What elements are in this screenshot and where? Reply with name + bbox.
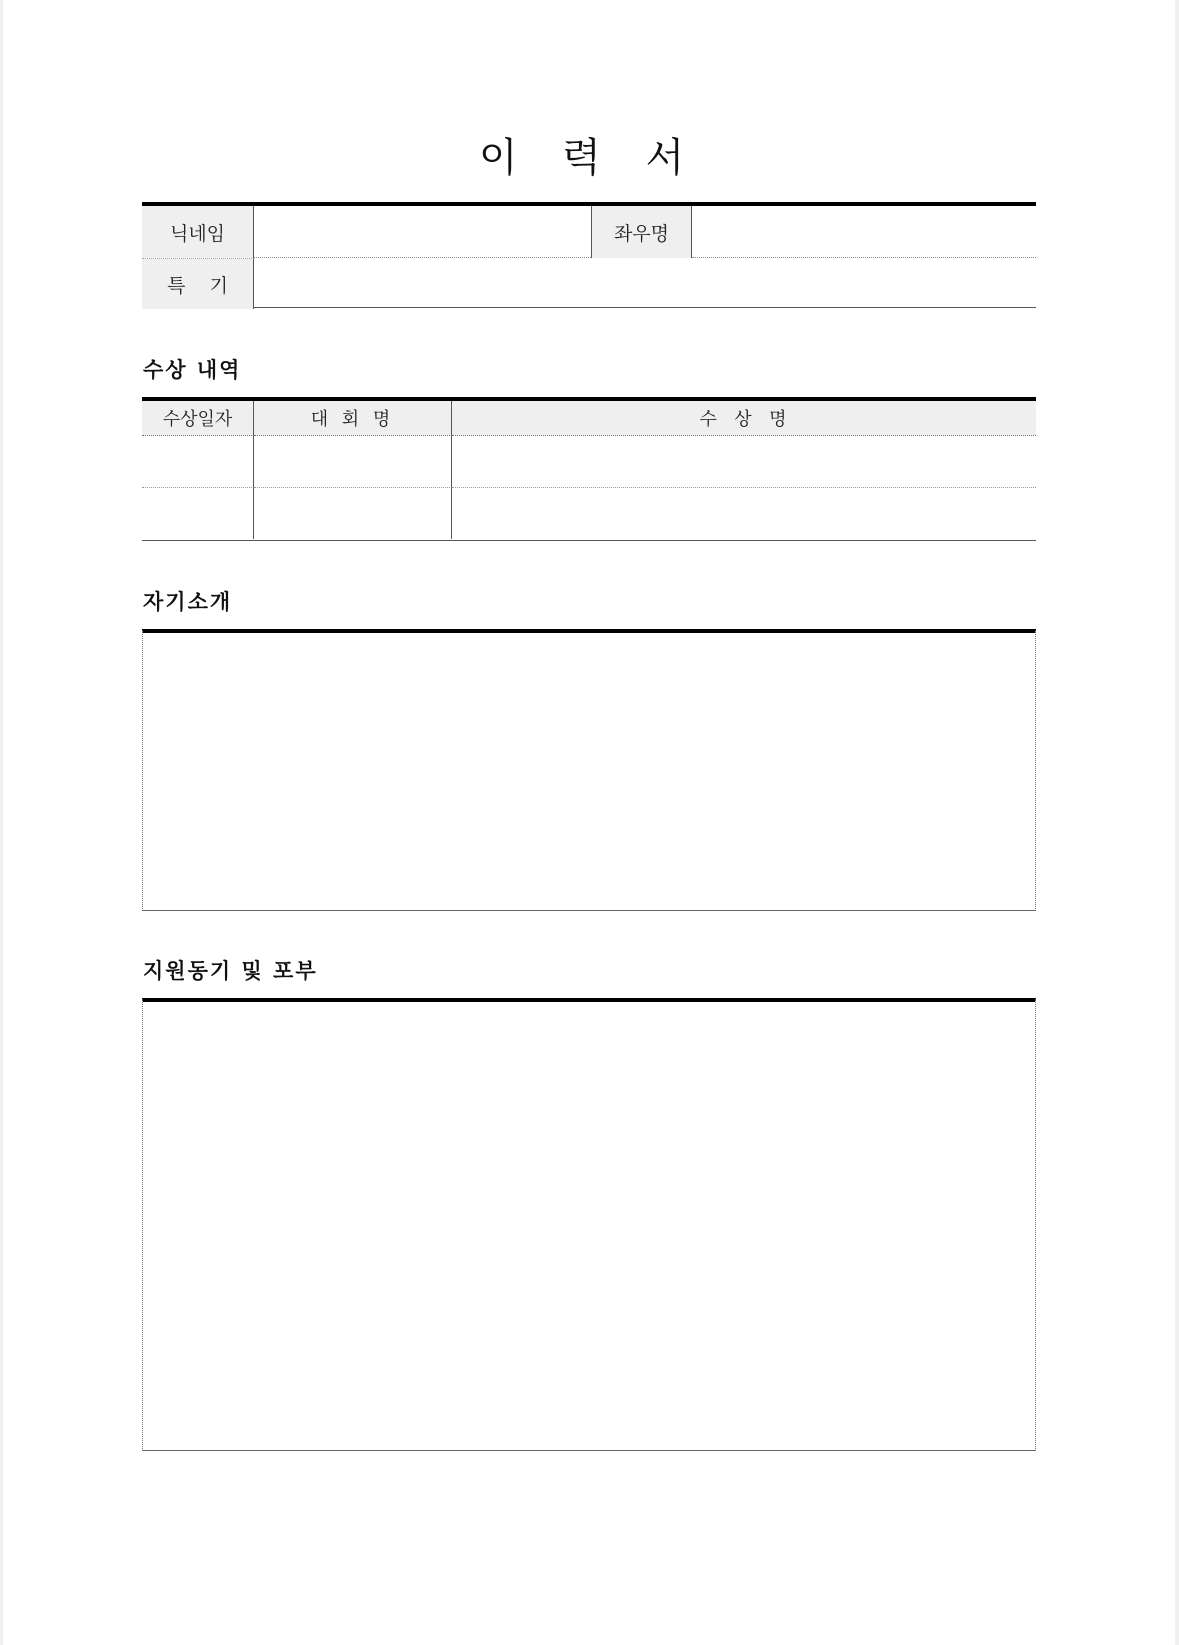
award-date-cell[interactable] (142, 436, 254, 488)
contest-name-cell[interactable] (254, 436, 452, 488)
award-date-header: 수상일자 (142, 401, 254, 436)
specialty-field[interactable] (254, 258, 1036, 309)
awards-table (142, 397, 1036, 541)
nickname-label: 닉네임 (142, 206, 254, 258)
specialty-label: 특 기 (142, 258, 254, 309)
contest-name-header: 대 회 명 (254, 401, 452, 436)
award-name-cell[interactable] (452, 436, 1036, 488)
awards-heading: 수상 내역 (143, 358, 242, 382)
award-date-cell[interactable] (142, 488, 254, 539)
award-name-header: 수 상 명 (452, 401, 1036, 436)
motivation-textbox[interactable] (142, 998, 1036, 1451)
contest-name-cell[interactable] (254, 488, 452, 539)
motivation-heading: 지원동기 및 포부 (143, 959, 318, 983)
self-intro-textbox[interactable] (142, 629, 1036, 911)
motto-label: 좌우명 (591, 206, 692, 258)
basic-info-table (142, 202, 1036, 308)
document-title: 이 력 서 (478, 135, 701, 181)
award-name-cell[interactable] (452, 488, 1036, 539)
motto-field[interactable] (692, 206, 1036, 258)
nickname-field[interactable] (254, 206, 591, 258)
self-intro-heading: 자기소개 (143, 590, 233, 614)
